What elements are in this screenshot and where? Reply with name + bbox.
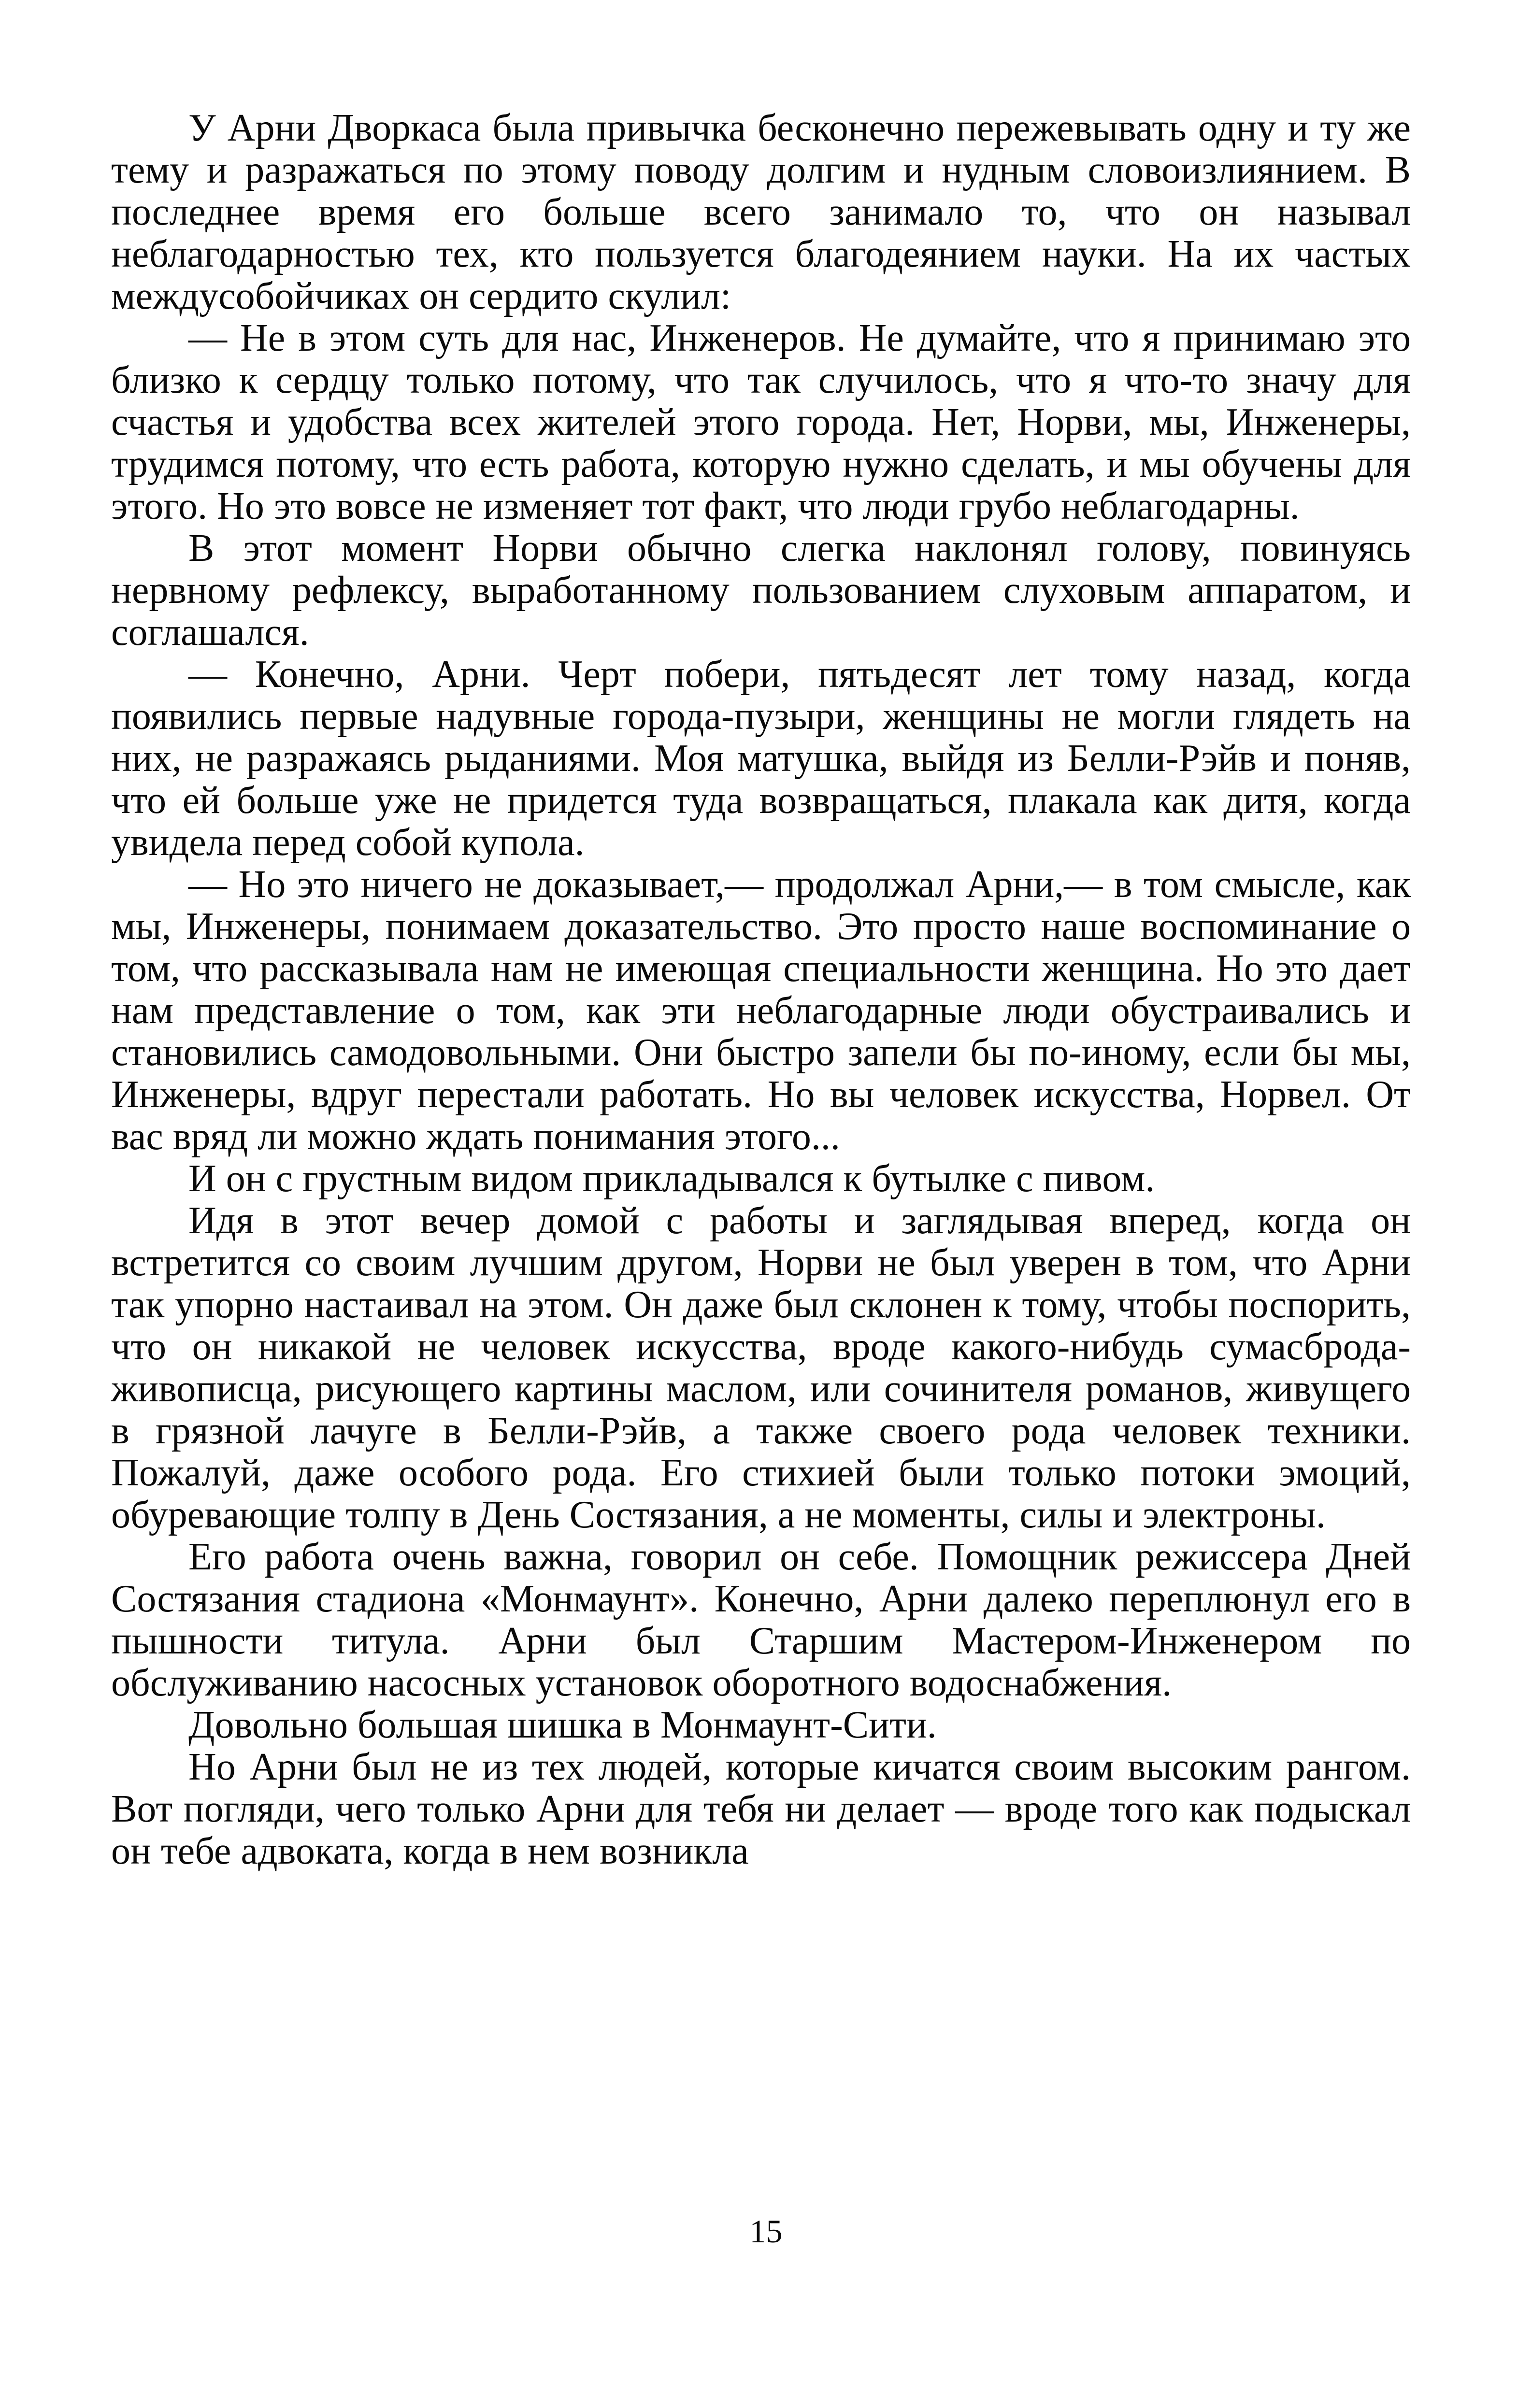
paragraph-7: Идя в этот вечер домой с работы и заглядывая вперед, когда он встретится со своим лучшим другом, Норви не был уверен в том, что Арни так упорно настаивал на этом. Он даже был склонен к тому, чтобы поспорить, что он никакой не человек искусства, вроде какого-нибудь сумасброда-живописца, рисующего картины маслом, или сочинителя романов, живущего в грязной лачуге в Белли-Рэйв, а также своего рода человек техники. Пожалуй, даже особого рода. Его стихией были только потоки эмоций, обуревающие толпу в День Состязания, а не моменты, силы и электроны. — [111, 1199, 1411, 1536]
paragraph-4: — Конечно, Арни. Черт побери, пятьдесят лет тому назад, когда появились первые надувные города-пузыри, женщины не могли глядеть на них, не разражаясь рыданиями. Моя матушка, выйдя из Белли-Рэйв и поняв, что ей больше уже не придется туда возвращаться, плакала как дитя, когда увидела перед собой купола. — [111, 653, 1411, 864]
paragraph-5: — Но это ничего не доказывает,— продолжал Арни,— в том смысле, как мы, Инженеры, понимаем доказательство. Это просто наше воспоминание о том, что рассказывала нам не имеющая специальности женщина. Но это дает нам представление о том, как эти неблагодарные люди обустраивались и становились самодовольными. Они быстро запели бы по-иному, если бы мы, Инженеры, вдруг перестали работать. Но вы человек искусства, Норвел. От вас вряд ли можно ждать понимания этого... — [111, 863, 1411, 1158]
paragraph-6: И он с грустным видом прикладывался к бутылке с пивом. — [188, 1157, 1155, 1200]
paragraph-3: В этот момент Норви обычно слегка наклонял голову, повинуясь нервному рефлексу, выработанному пользованием слуховым аппаратом, и соглашался. — [111, 527, 1411, 654]
paragraph-1: У Арни Дворкаса была привычка бесконечно пережевывать одну и ту же тему и разражаться по этому поводу долгим и нудным словоизлиянием. В последнее время его больше всего занимало то, что он называл неблагодарностью тех, кто пользуется благодеянием науки. На их частых междусобойчиках он сердито скулил: — [111, 107, 1411, 317]
paragraph-8: Его работа очень важна, говорил он себе. Помощник режиссера Дней Состязания стадиона «Монмаунт». Конечно, Арни далеко переплюнул его в пышности титула. Арни был Старшим Мастером-Инженером по обслуживанию насосных установок оборотного водоснабжения. — [111, 1536, 1411, 1704]
page-body-text — [111, 107, 1411, 1872]
paragraph-10: Но Арни был не из тех людей, которые кичатся своим высоким рангом. Вот погляди, чего только Арни для тебя ни делает — вроде того как подыскал он тебе адвоката, когда в нем возникла — [111, 1746, 1411, 1872]
paragraph-2: — Не в этом суть для нас, Инженеров. Не думайте, что я принимаю это близко к сердцу только потому, что так случилось, что я что-то значу для счастья и удобства всех жителей этого города. Нет, Норви, мы, Инженеры, трудимся потому, что есть работа, которую нужно сделать, и мы обучены для этого. Но это вовсе не изменяет тот факт, что люди грубо неблагодарны. — [111, 317, 1411, 527]
paragraph-9: Довольно большая шишка в Монмаунт-Сити. — [188, 1704, 937, 1746]
page-number: 15 — [749, 2213, 783, 2250]
